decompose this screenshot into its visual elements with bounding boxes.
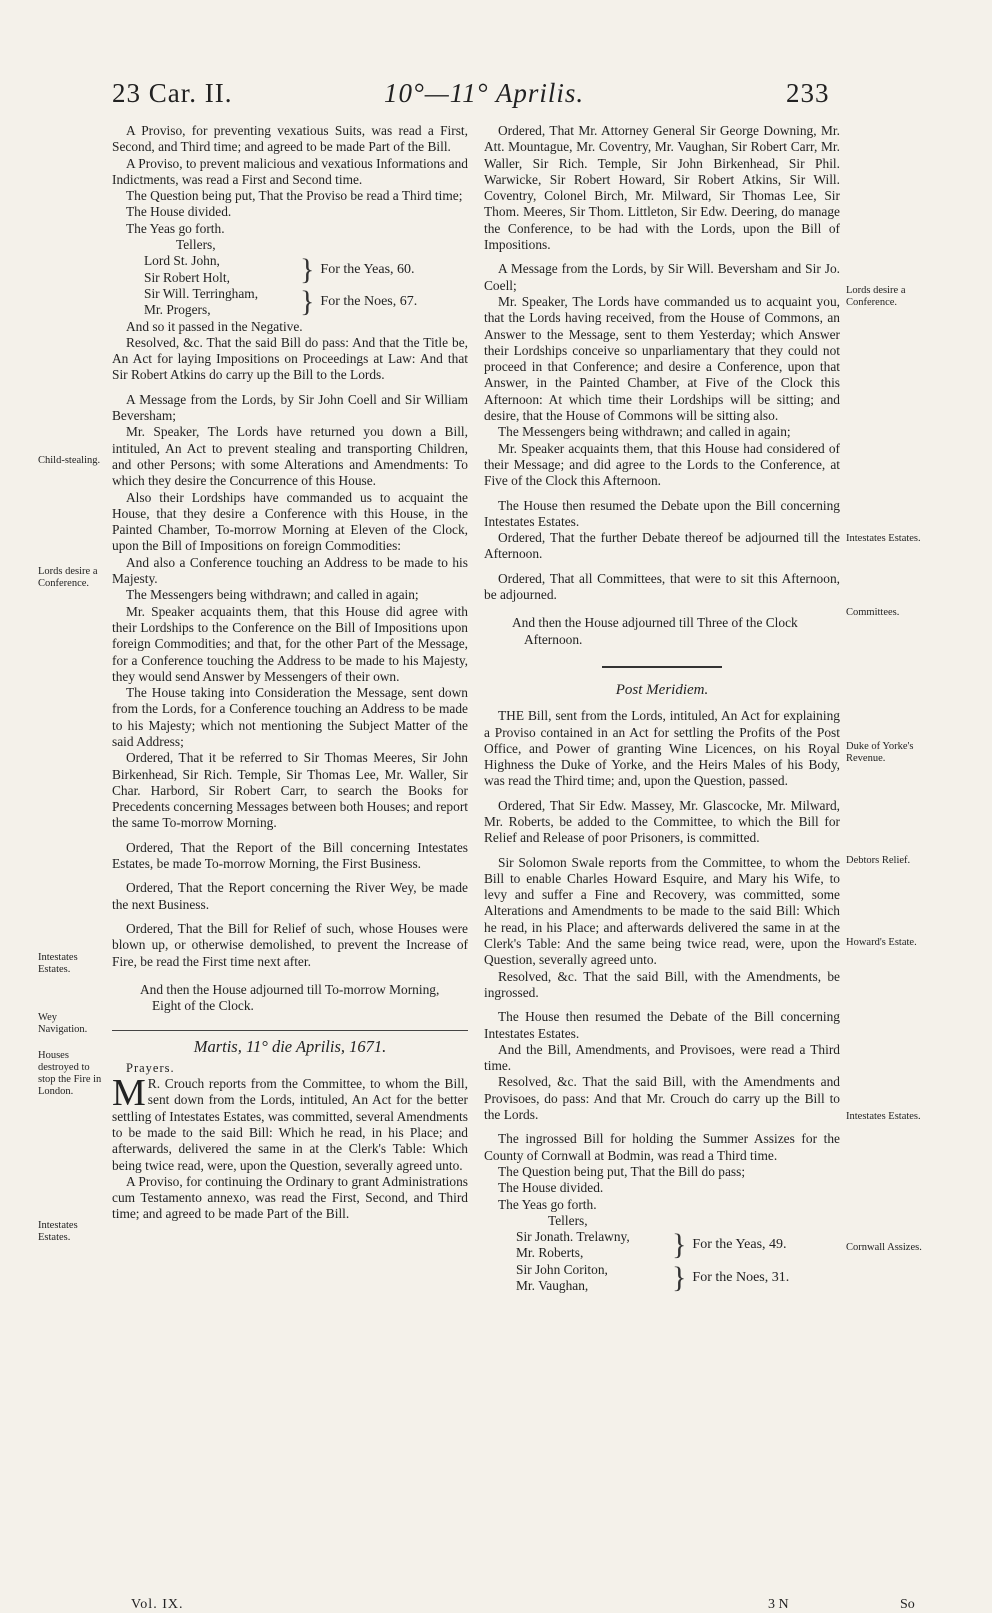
margin-note-intestates: Intestates Estates. [846,1111,921,1122]
brace-icon: } [672,1228,687,1262]
prayers-heading: Prayers. [126,1060,175,1075]
paragraph: A Message from the Lords, by Sir John Coell and Sir William Beversham; [112,391,468,424]
adjournment: And then the House adjourned till To-morrow Morning, Eight of the Clock. [140,981,440,1014]
paragraph: Mr. Speaker acquaints them, that this House had considered of their Message; and did agree to the Lords to the Conference, at Five of the Clock this Afternoon. [484,440,840,489]
margin-note-committees: Committees. [846,607,900,618]
running-header [0,78,992,118]
paragraph: THE Bill, sent from the Lords, intituled, An Act for explaining a Proviso contained in an Act for settling the Profits of the Post Office, and Power of granting Wine Licences, on his Royal Highness the Duke of Yorke, and the Heirs Males of his Body, was read the Third time; and, upon the Question, passed. [484,708,840,789]
paragraph: Mr. Speaker, The Lords have commanded us to acquaint you, that the Lords having received, from the House of Commons, an Answer to the Message, sent to them Yesterday; which Answer their Lordships conceive so unparliamentary that they could not proceed in that Conference; and desire a Conference, upon that Answer, in the Painted Chamber, at Five of the Clock this Afternoon: At which time their Lordships will be sitting; and desire, that the House of Commons will be sitting also. [484,293,840,424]
paragraph: The House divided. [498,1180,604,1196]
header-reign: 23 Car. II. [112,78,233,108]
margin-note-debtors-relief: Debtors Relief. [846,855,911,866]
brace-icon: } [672,1261,687,1294]
paragraph: The Messengers being withdrawn; and called in again; [126,587,419,603]
yeas-result: For the Yeas, 49. [692,1237,787,1253]
brace-icon: } [300,285,315,319]
margin-note-intestates: Intestates Estates. [846,533,921,544]
paragraph: A Proviso, for continuing the Ordinary to grant Administrations cum Testamento annexo, was read the First, Second, and Third time; and agreed to be made Part of the Bill. [112,1173,468,1222]
brace-icon: } [300,252,315,286]
paragraph: Also their Lordships have commanded us to acquaint the House, that they desire a Conference with this House, in the Painted Chamber, To-morrow Morning at Eleven of the Clock, upon the Bill of Impositions on foreign Commodities: [112,489,468,554]
paragraph: A Message from the Lords, by Sir Will. Beversham and Sir Jo. Coell; [484,261,840,293]
margin-note-wey-navigation: Wey Navigation. [38,1012,88,1035]
noes-result: For the Noes, 31. [692,1269,790,1285]
volume-label: Vol. IX. [131,1597,184,1612]
section-rule [602,666,722,668]
paragraph: The House divided. [126,204,232,220]
tellers-yeas [484,1229,840,1262]
margin-note-child-stealing: Child-stealing. [38,455,101,466]
paragraph: Resolved, &c. That the said Bill do pass: And that the Title be, An Act for laying Impositions on Proceedings at Law: And that Sir Robert Atkins do carry up the Bill to the Lords. [112,334,468,383]
tellers-noes [484,1262,840,1295]
teller-name: Sir John Coriton, [516,1261,608,1277]
paragraph: And so it passed in the Negative. [126,318,303,334]
tellers-yeas [112,253,468,286]
tellers-label: Tellers, [176,237,216,253]
margin-note-howard-estate: Howard's Estate. [846,937,917,948]
paragraph: Ordered, That it be referred to Sir Thomas Meeres, Sir John Birkenhead, Sir Rich. Temple, Sir Thomas Lee, Mr. Waller, Sir Char. Harbord, Sir Robert Carr, to search the Books for Precedents concerning Messages between both Houses; and report the same To-morrow Morning. [112,750,468,831]
margin-note-lords-conference: Lords desire a Conference. [846,285,906,308]
signature-mark: 3 N [768,1597,789,1612]
teller-name: Sir Will. Terringham, [144,285,259,301]
paragraph: Mr. Speaker acquaints them, that this House did agree with their Lordships to the Conference on the Bill of Impositions upon foreign Commodities; and that, for the other Part of the Message, for a Conference touching the Address to be made to his Majesty, they would send Answer by Messengers of their own. [112,603,468,684]
post-meridiem-heading: Post Meridiem. [615,681,709,698]
margin-note-intestates: Intestates Estates. [38,1220,78,1243]
paragraph: The ingrossed Bill for holding the Summer Assizes for the County of Cornwall at Bodmin, was read a Third time. [484,1131,840,1163]
catchword: So [900,1597,915,1612]
paragraph: A Proviso, to prevent malicious and vexatious Informations and Indictments, was read a First and Second time. [112,155,468,187]
paragraph-text: R. Crouch reports from the Committee, to whom the Bill, sent down from the Lords, intituled, An Act for the better settling of Intestates Estates, was committed, several Amendments to be made to the said Bill: Which he read, in his Place; and afterwards, delivered the same in at the Clerk's Table: Which being twice read, were, upon the Question, severally agreed unto. [112,1076,468,1173]
paragraph: Ordered, That Mr. Attorney General Sir George Downing, Mr. Att. Mountague, Mr. Coventry, Mr. Vaughan, Sir Robert Carr, Mr. Waller, Sir Rich. Temple, Sir John Birkenhead, Sir Phil. Warwicke, Sir Robert Howard, Sir Robert Atkins, Sir Will. Coventry, Colonel Birch, Mr. Milward, Sir Thomas Lee, Sir Thom. Meeres, Sir Thom. Littleton, Sir Edw. Deering, do manage the Conference, to be had with the Lords, upon the Bill of Impositions. [484,123,840,253]
paragraph: Resolved, &c. That the said Bill, with the Amendments, be ingrossed. [484,968,840,1000]
teller-name: Mr. Vaughan, [516,1278,589,1293]
tellers-division [112,237,468,318]
teller-name: Lord St. John, [144,253,220,269]
paragraph: Sir Solomon Swale reports from the Committee, to whom the Bill to enable Charles Howard Esquire, and Mary his Wife, to levy and suffer a Fine and Recovery, was committed, some Alterations and Amendments to be made to the said Bill: Which he read, in his Place; and afterwards delivered the same in at the Clerk's Table: And the same being twice read, were, upon the Question, severally agreed unto. [484,854,840,968]
left-column [112,123,468,1223]
margin-note-houses-fire: Houses destroyed to stop the Fire in London. [38,1050,102,1097]
paragraph: Mr. Speaker, The Lords have returned you down a Bill, intituled, An Act to prevent stealing and transporting Children, and other Persons; with some Alterations and Amendments: To which they desire the Concurrence of this House. [112,424,468,489]
noes-result: For the Noes, 67. [320,294,418,310]
paragraph: Ordered, That the Report concerning the River Wey, be made the next Business. [112,880,468,912]
paragraph: The Question being put, That the Bill do pass; [498,1163,746,1179]
paragraph: Resolved, &c. That the said Bill, with the Amendments and Provisoes, do pass: And that Mr. Crouch do carry up the Bill to the Lords. [484,1074,840,1123]
header-dates: 10°—11° Aprilis. [384,78,585,108]
paragraph: Ordered, That the further Debate thereof be adjourned till the Afternoon. [484,530,840,562]
drop-cap: M [112,1072,146,1115]
paragraph: The House taking into Consideration the Message, sent down from the Lords, for a Conference touching an Address to be made to his Majesty; which not mentioning the Subject Matter of the said Address; [112,685,468,749]
paragraph: Ordered, That all Committees, that were to sit this Afternoon, be adjourned. [484,570,840,603]
page-number: 233 [786,78,830,108]
paragraph: The Yeas go forth. [498,1196,597,1212]
paragraph: And the Bill, Amendments, and Provisoes, were read a Third time. [484,1041,840,1074]
paragraph: The House then resumed the Debate of the Bill concerning Intestates Estates. [484,1009,840,1041]
teller-name: Mr. Roberts, [516,1245,584,1261]
paragraph: The Question being put, That the Proviso be read a Third time; [126,188,463,204]
tellers-noes [112,286,468,319]
margin-note-yorke-revenue: Duke of Yorke's Revenue. [846,741,914,764]
paragraph: Ordered, That the Bill for Relief of such, whose Houses were blown up, or otherwise demolished, to prevent the Increase of Fire, be read the First time next after. [112,920,468,969]
adjournment: And then the House adjourned till Three of the Clock Afternoon. [512,615,798,647]
teller-name: Mr. Progers, [144,302,211,318]
paragraph: And also a Conference touching an Address to be made to his Majesty. [112,554,468,587]
tellers-division [484,1213,840,1294]
tellers-label: Tellers, [548,1212,588,1228]
teller-name: Sir Jonath. Trelawny, [516,1229,630,1245]
paragraph: Ordered, That the Report of the Bill concerning Intestates Estates, be made To-morrow Morning, the First Business. [112,839,468,872]
paragraph: The Messengers being withdrawn; and called in again; [498,424,791,440]
margin-note-intestates: Intestates Estates. [38,952,78,975]
teller-name: Sir Robert Holt, [144,269,230,285]
paragraph: The Yeas go forth. [126,220,225,236]
margin-note-cornwall-assizes: Cornwall Assizes. [846,1242,922,1253]
date-heading: Martis, 11° die Aprilis, 1671. [112,1030,468,1055]
paragraph-dropcap [112,1072,468,1174]
paragraph: Ordered, That Sir Edw. Massey, Mr. Glascocke, Mr. Milward, Mr. Roberts, be added to the Committee, to which the Bill for Relief and Release of poor Prisoners, is committed. [484,797,840,846]
yeas-result: For the Yeas, 60. [320,261,415,277]
paragraph: A Proviso, for preventing vexatious Suits, was read a First, Second, and Third time; and agreed to be made Part of the Bill. [112,123,468,155]
margin-note-lords-conference: Lords desire a Conference. [38,566,98,589]
right-column [484,123,840,1294]
paragraph: The House then resumed the Debate upon the Bill concerning Intestates Estates. [484,497,840,529]
